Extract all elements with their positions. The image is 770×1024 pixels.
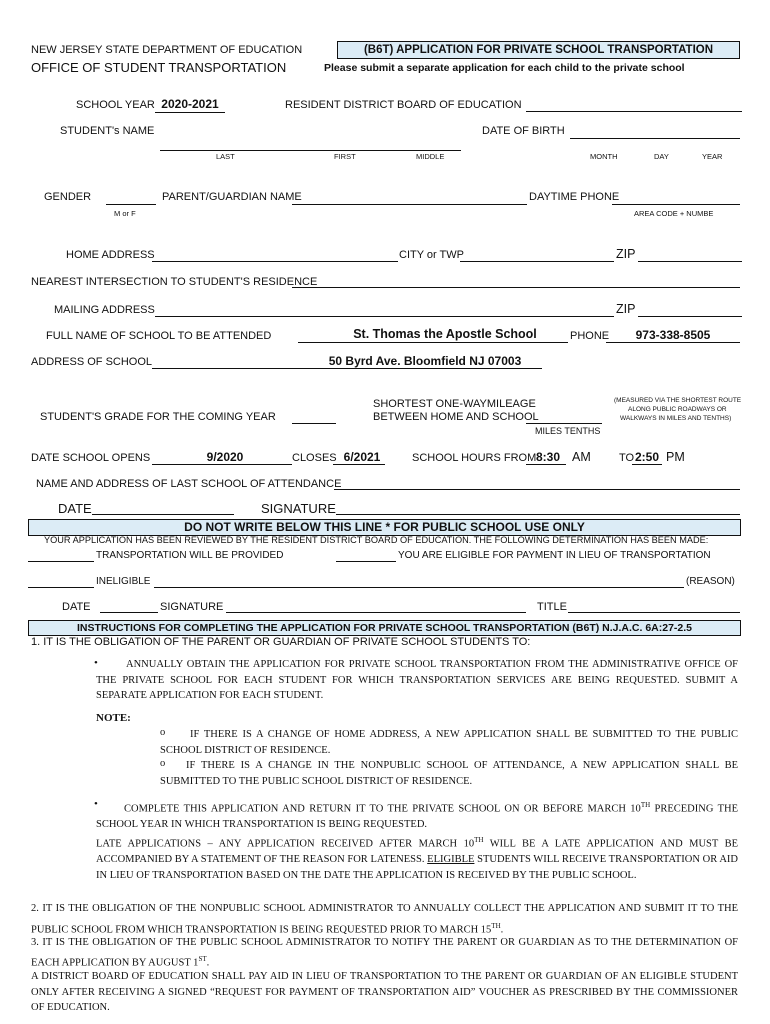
- note-item-2: IF THERE IS A CHANGE IN THE NONPUBLIC SCHOOL OF ATTENDANCE, A NEW APPLICATION SHALL BE SUBMITTED TO THE PUBLIC SCHOOL DISTRICT OF RESIDENCE.: [160, 760, 738, 787]
- grade-label: STUDENT'S GRADE FOR THE COMING YEAR: [40, 411, 276, 423]
- city-twp-field[interactable]: [460, 261, 614, 262]
- school-year-label: SCHOOL YEAR: [76, 99, 155, 111]
- final-paragraph: A DISTRICT BOARD OF EDUCATION SHALL PAY AID IN LIEU OF TRANSPORTATION TO THE PARENT OR GUARDIAN OF AN ELIGIBLE STUDENT ONLY AFTER RECEIVING A SIGNED “REQUEST FOR PAYMENT OF TRANSPORTATION AID” VOUCHER AS PRESCRIBED BY THE COMMISSIONER OF EDUCATION.: [31, 971, 738, 1013]
- provided-label: TRANSPORTATION WILL BE PROVIDED: [96, 550, 284, 561]
- city-twp-label: CITY or TWP: [399, 249, 464, 261]
- school-address-label: ADDRESS OF SCHOOL: [31, 356, 153, 368]
- mailing-address-label: MAILING ADDRESS: [54, 304, 155, 316]
- resident-district-field[interactable]: [526, 111, 742, 112]
- circle-bullet-icon: o: [160, 758, 166, 769]
- instruction-bullet-1: ANNUALLY OBTAIN THE APPLICATION FOR PRIVATE SCHOOL TRANSPORTATION FROM THE ADMINISTRATIVE OFFICE OF THE PRIVATE SCHOOL FOR EACH STUDENT FOR WHICH TRANSPORTATION SERVICES ARE BEING REQUESTED. SUBMIT A SEPARATE APPLICATION FOR EACH STUDENT.: [96, 659, 738, 701]
- date-field[interactable]: [92, 514, 234, 515]
- mileage-field[interactable]: [526, 423, 602, 424]
- daytime-phone-field[interactable]: [612, 204, 740, 205]
- parent-guardian-field[interactable]: [292, 204, 527, 205]
- public-use-banner: DO NOT WRITE BELOW THIS LINE * FOR PUBLIC SCHOOL USE ONLY: [28, 519, 741, 536]
- am-label: AM: [572, 450, 591, 464]
- closes-value[interactable]: 6/2021: [343, 450, 381, 464]
- instruction-bullet-2: COMPLETE THIS APPLICATION AND RETURN IT TO THE PRIVATE SCHOOL ON OR BEFORE MARCH 10TH PRECEDING THE SCHOOL YEAR IN WHICH TRANSPORTATION IS BEING REQUESTED.: [96, 801, 739, 830]
- student-name-field[interactable]: [160, 150, 461, 151]
- zip-field[interactable]: [638, 261, 742, 262]
- hours-from-value[interactable]: 8:30: [535, 450, 561, 464]
- shortest-mileage-label-2: BETWEEN HOME AND SCHOOL: [373, 411, 539, 423]
- miles-tenths-caption: MILES TENTHS: [535, 426, 601, 436]
- date-label: DATE: [58, 501, 92, 516]
- eligible-payment-check[interactable]: [336, 561, 396, 562]
- school-address-value[interactable]: 50 Byrd Ave. Bloomfield NJ 07003: [328, 354, 522, 368]
- resident-district-label: RESIDENT DISTRICT BOARD OF EDUCATION: [285, 99, 522, 111]
- school-name-label: FULL NAME OF SCHOOL TO BE ATTENDED: [46, 330, 272, 342]
- instructions-banner: INSTRUCTIONS FOR COMPLETING THE APPLICATION FOR PRIVATE SCHOOL TRANSPORTATION (B6T) N.J.A.C. 6A:27-2.5: [28, 620, 741, 636]
- to-label: TO: [619, 452, 635, 464]
- gender-label: GENDER: [44, 191, 92, 203]
- note-item-1: IF THERE IS A CHANGE OF HOME ADDRESS, A NEW APPLICATION SHALL BE SUBMITTED TO THE PUBLIC SCHOOL DISTRICT OF RESIDENCE.: [160, 729, 738, 756]
- last-caption: LAST: [216, 152, 235, 161]
- parent-guardian-label: PARENT/GUARDIAN NAME: [162, 191, 302, 203]
- measured-note-1: (MEASURED VIA THE SHORTEST ROUTE: [614, 397, 742, 404]
- m-or-f-caption: M or F: [114, 209, 136, 218]
- title-label: TITLE: [537, 601, 567, 613]
- public-date-label: DATE: [62, 601, 91, 613]
- reviewed-text: YOUR APPLICATION HAS BEEN REVIEWED BY THE RESIDENT DISTRICT BOARD OF EDUCATION. THE FOLLOWING DETERMINATION HAS BEEN MADE:: [44, 535, 709, 545]
- eligible-payment-label: YOU ARE ELIGIBLE FOR PAYMENT IN LIEU OF TRANSPORTATION: [398, 550, 711, 561]
- zip-label: ZIP: [616, 247, 636, 261]
- middle-caption: MIDDLE: [416, 152, 445, 161]
- home-address-label: HOME ADDRESS: [66, 249, 155, 261]
- date-opens-label: DATE SCHOOL OPENS: [31, 452, 151, 464]
- school-phone-label: PHONE: [570, 330, 610, 342]
- mailing-zip-label: ZIP: [616, 302, 636, 316]
- instruction-item-2: 2. IT IS THE OBLIGATION OF THE NONPUBLIC SCHOOL ADMINISTRATOR TO ANNUALLY COLLECT THE APPLICATION AND SUBMIT IT TO THE PUBLIC SCHOOL FROM WHICH TRANSPORTATION IS BEING REQUESTED PRIOR TO MARCH 15TH.: [31, 903, 738, 935]
- shortest-mileage-label-1: SHORTEST ONE-WAYMILEAGE: [373, 398, 536, 410]
- school-name-value[interactable]: St. Thomas the Apostle School: [353, 327, 537, 341]
- nearest-intersection-field[interactable]: [292, 287, 740, 288]
- grade-field[interactable]: [292, 423, 336, 424]
- provided-check[interactable]: [28, 561, 94, 562]
- bullet-icon: •: [94, 798, 98, 810]
- measured-note-2: ALONG PUBLIC ROADWAYS OR: [628, 406, 727, 413]
- form-title: (B6T) APPLICATION FOR PRIVATE SCHOOL TRANSPORTATION: [337, 41, 740, 59]
- dob-label: DATE OF BIRTH: [482, 125, 565, 137]
- month-caption: MONTH: [590, 152, 618, 161]
- closes-label: CLOSES: [292, 452, 337, 464]
- reason-field[interactable]: [154, 587, 684, 588]
- school-phone-value[interactable]: 973-338-8505: [635, 328, 711, 342]
- circle-bullet-icon: o: [160, 727, 166, 738]
- last-school-label: NAME AND ADDRESS OF LAST SCHOOL OF ATTENDANCE: [36, 478, 342, 490]
- first-caption: FIRST: [334, 152, 356, 161]
- form-subtitle: Please submit a separate application for each child to the private school: [324, 62, 685, 74]
- school-year-value[interactable]: 2020-2021: [161, 97, 219, 111]
- year-caption: YEAR: [702, 152, 723, 161]
- daytime-phone-label: DAYTIME PHONE: [529, 191, 620, 203]
- day-caption: DAY: [654, 152, 669, 161]
- pm-label: PM: [666, 450, 685, 464]
- home-address-field[interactable]: [152, 261, 398, 262]
- nearest-intersection-label: NEAREST INTERSECTION TO STUDENT'S RESIDENCE: [31, 276, 318, 288]
- late-applications-text: LATE APPLICATIONS – ANY APPLICATION RECEIVED AFTER MARCH 10TH WILL BE A LATE APPLICATION AND MUST BE ACCOMPANIED BY A STATEMENT OF THE REASON FOR LATENESS. ELIGIBLE STUDENTS WILL RECEIVE TRANSPORTATION OR AID IN LIEU OF TRANSPORTATION BASED ON THE DATE THE APPLICATION IS RECEIVED BY THE PUBLIC SCHOOL.: [96, 836, 739, 881]
- signature-label: SIGNATURE: [261, 501, 336, 516]
- signature-field[interactable]: [336, 514, 740, 515]
- dept-name: NEW JERSEY STATE DEPARTMENT OF EDUCATION: [31, 44, 303, 56]
- dob-field[interactable]: [570, 138, 740, 139]
- hours-to-value[interactable]: 2:50: [634, 450, 660, 464]
- public-date-field[interactable]: [100, 612, 158, 613]
- date-opens-value[interactable]: 9/2020: [206, 450, 244, 464]
- area-code-caption: AREA CODE + NUMBE: [634, 209, 714, 218]
- ineligible-label: INELIGIBLE: [96, 576, 151, 587]
- mailing-address-field[interactable]: [155, 316, 614, 317]
- hours-from-label: SCHOOL HOURS FROM: [412, 452, 537, 464]
- title-field[interactable]: [568, 612, 740, 613]
- reason-label: (REASON): [686, 576, 735, 587]
- instruction-item-3: 3. IT IS THE OBLIGATION OF THE PUBLIC SCHOOL ADMINISTRATOR TO NOTIFY THE PARENT OR GUARDIAN AS TO THE DETERMINATION OF EACH APPLICATION BY AUGUST 1ST.: [31, 937, 738, 969]
- bullet-icon: •: [94, 657, 98, 669]
- public-signature-field[interactable]: [226, 612, 526, 613]
- note-label: NOTE:: [96, 712, 131, 724]
- last-school-field[interactable]: [334, 489, 740, 490]
- instruction-item-1: 1. IT IS THE OBLIGATION OF THE PARENT OR GUARDIAN OF PRIVATE SCHOOL STUDENTS TO:: [31, 636, 531, 648]
- gender-field[interactable]: [106, 204, 156, 205]
- student-name-label: STUDENT's NAME: [60, 125, 155, 137]
- mailing-zip-field[interactable]: [638, 316, 742, 317]
- ineligible-check[interactable]: [28, 587, 94, 588]
- public-signature-label: SIGNATURE: [160, 601, 224, 613]
- office-name: OFFICE OF STUDENT TRANSPORTATION: [31, 60, 287, 75]
- measured-note-3: WALKWAYS IN MILES AND TENTHS): [620, 415, 732, 422]
